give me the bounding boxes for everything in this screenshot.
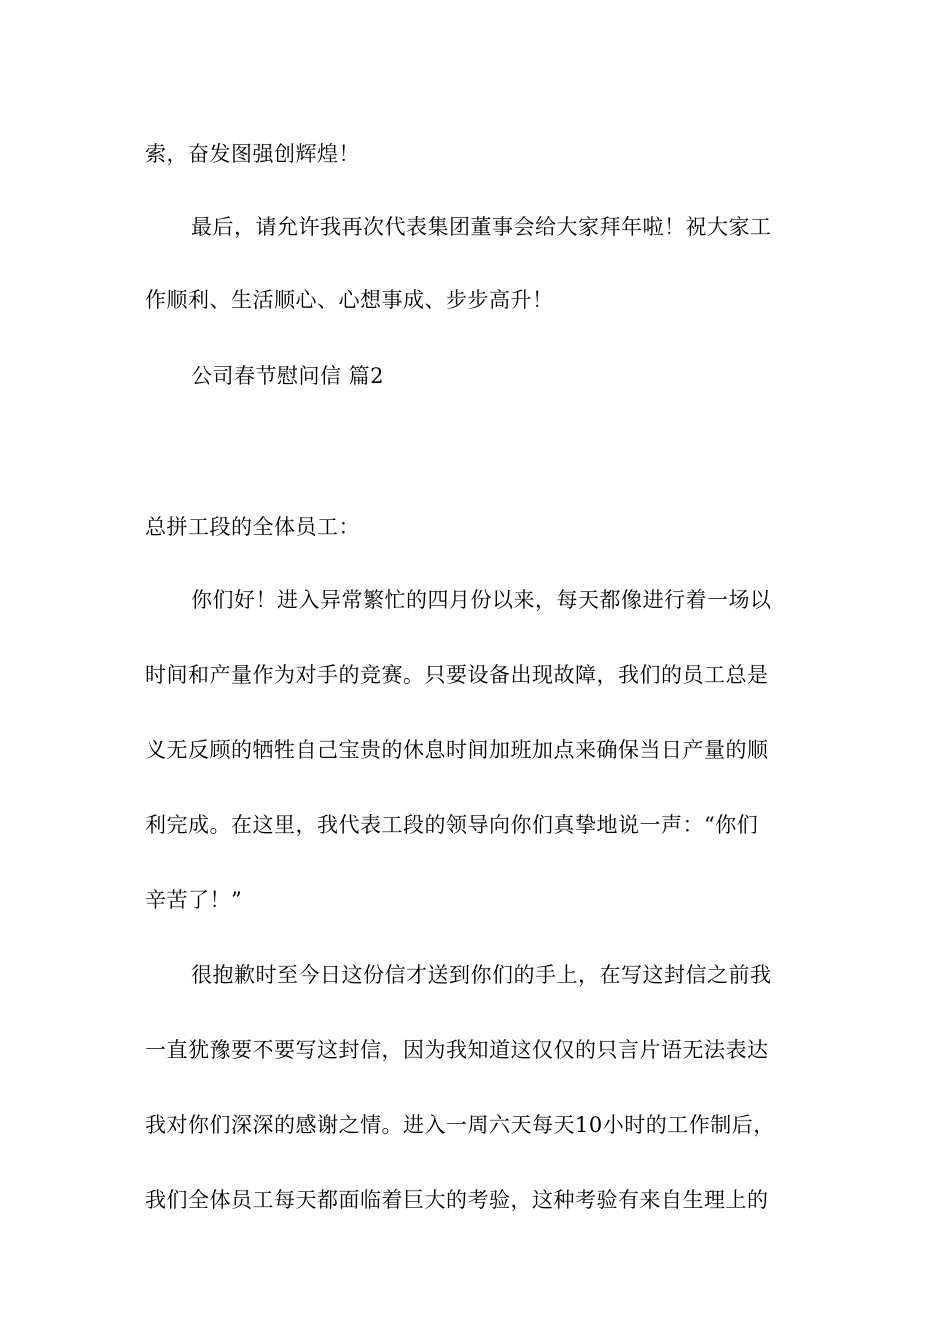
text-line-13: 我对你们深深的感谢之情。进入一周六天每天10小时的工作制后， bbox=[145, 1113, 775, 1137]
text-line-6: 你们好！进入异常繁忙的四月份以来，每天都像进行着一场以 bbox=[191, 588, 772, 612]
text-line-8: 义无反顾的牺牲自己宝贵的休息时间加班加点来确保当日产量的顺 bbox=[145, 738, 769, 762]
text-line-1: 索，奋发图强创辉煌！ bbox=[145, 142, 360, 166]
text-line-2: 最后，请允许我再次代表集团董事会给大家拜年啦！祝大家工 bbox=[191, 215, 772, 239]
text-line-14: 我们全体员工每天都面临着巨大的考验，这种考验有来自生理上的 bbox=[145, 1188, 769, 1212]
section-heading: 公司春节慰问信 篇2 bbox=[191, 364, 385, 388]
text-line-11: 很抱歉时至今日这份信才送到你们的手上，在写这封信之前我 bbox=[191, 963, 772, 987]
text-line-9: 利完成。在这里，我代表工段的领导向你们真挚地说一声：“你们 bbox=[145, 813, 759, 837]
text-line-3: 作顺利、生活顺心、心想事成、步步高升！ bbox=[145, 288, 554, 312]
text-line-10: 辛苦了！” bbox=[145, 888, 243, 912]
text-line-12: 一直犹豫要不要写这封信，因为我知道这仅仅的只言片语无法表达 bbox=[145, 1038, 769, 1062]
salutation: 总拼工段的全体员工： bbox=[145, 515, 360, 539]
text-line-7: 时间和产量作为对手的竞赛。只要设备出现故障，我们的员工总是 bbox=[145, 663, 769, 687]
